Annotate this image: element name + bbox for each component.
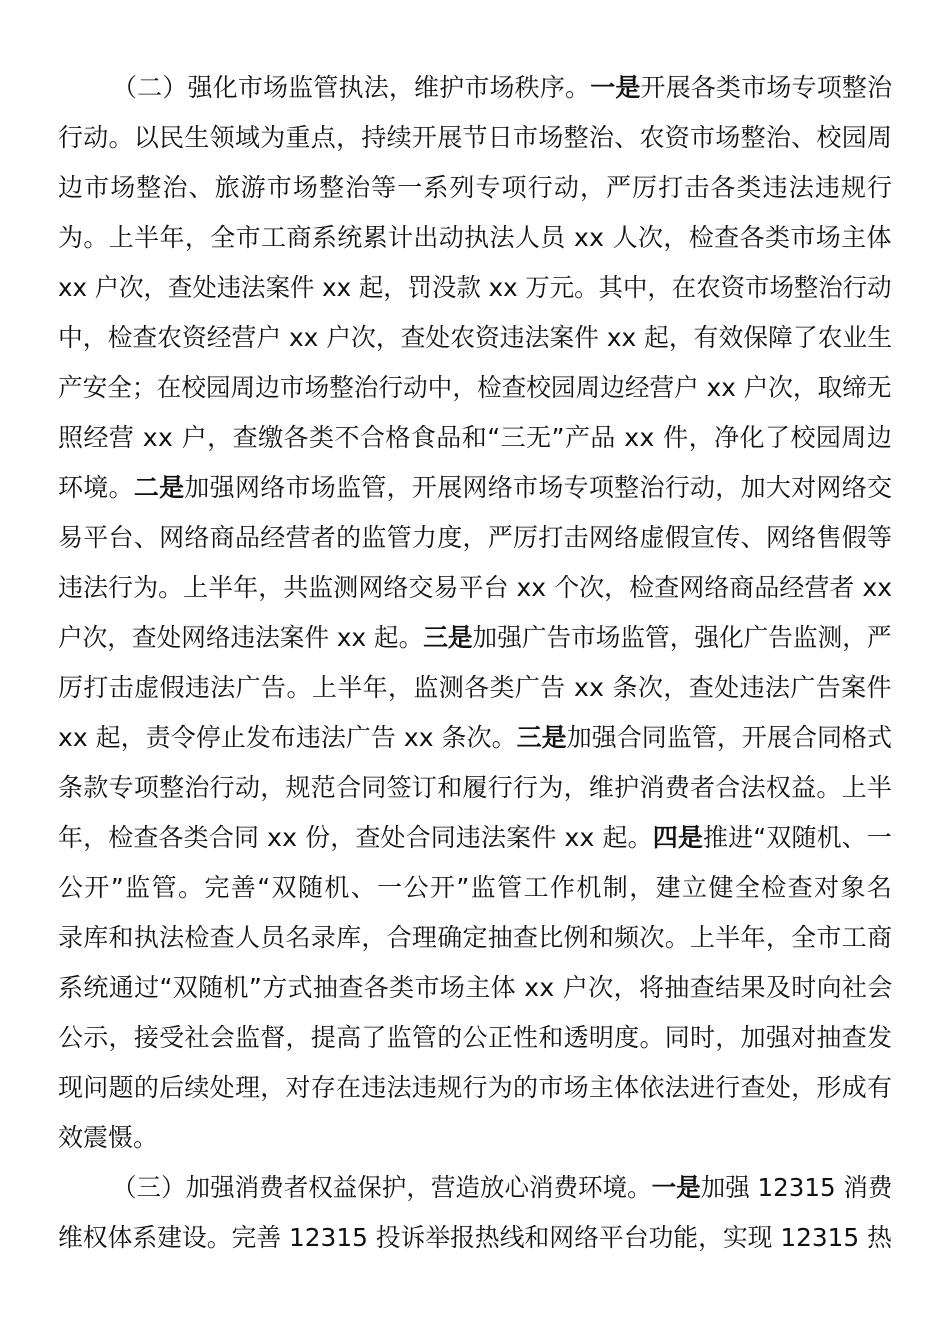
bold-lead: 四是 [652, 823, 704, 852]
text-line [58, 913, 892, 963]
text-span: 录库和执法检查人员名录库，合理确定抽查比例和频次。上半年，全市工商 [58, 923, 893, 952]
text-line [58, 1213, 892, 1263]
text-line [58, 1013, 892, 1063]
text-line [58, 513, 892, 563]
text-span: 边市场整治、旅游市场整治等一系列专项行动，严厉打击各类违法违规行 [58, 173, 894, 202]
text-line [58, 763, 892, 813]
text-line [58, 463, 892, 513]
text-line [58, 213, 892, 263]
text-span: 加强网络市场监管，开展网络市场专项整治行动，加大对网络交 [184, 473, 893, 502]
text-line [58, 813, 892, 863]
bold-lead: 三是 [516, 723, 567, 752]
text-span: xx 起，责令停止发布违法广告 xx 条次。 [58, 723, 517, 752]
bold-lead: 一是 [590, 73, 641, 102]
paragraph-3-line-1 [112, 1163, 892, 1213]
text-line [58, 1113, 158, 1163]
text-span: 违法行为。上半年，共监测网络交易平台 xx 个次，检查网络商品经营者 xx [58, 573, 893, 602]
text-span: 加强合同监管，开展合同格式 [566, 723, 893, 752]
text-span: （二）强化市场监管执法，维护市场秩序。 [112, 73, 591, 102]
bold-lead: 二是 [133, 473, 185, 502]
text-span: 产安全；在校园周边市场整治行动中，检查校园周边经营户 xx 户次，取缔无 [58, 373, 892, 402]
text-span: 行动。以民生领域为重点，持续开展节日市场整治、农资市场整治、校园周 [58, 123, 893, 152]
text-line [58, 413, 892, 463]
text-line [58, 963, 893, 1013]
text-span: 公示，接受社会监督，提高了监管的公正性和透明度。同时，加强对抽查发 [58, 1023, 893, 1052]
text-span: 易平台、网络商品经营者的监管力度，严厉打击网络虚假宣传、网络售假等 [58, 523, 893, 552]
text-span: 环境。 [58, 473, 134, 502]
text-span: 条款专项整治行动，规范合同签订和履行行为，维护消费者合法权益。上半 [58, 773, 893, 802]
text-line [58, 1063, 892, 1113]
text-span: 户次，查处网络违法案件 xx 起。 [58, 623, 424, 652]
text-line [58, 613, 892, 663]
text-line [58, 313, 892, 363]
text-line [58, 863, 893, 913]
bold-lead: 一是 [651, 1173, 701, 1202]
text-line [58, 113, 892, 163]
text-span: 现问题的后续处理，对存在违法违规行为的市场主体依法进行查处，形成有 [58, 1073, 893, 1102]
text-line [58, 263, 892, 313]
bold-lead: 三是 [423, 623, 473, 652]
text-span: 效震慑。 [58, 1123, 159, 1152]
text-line [58, 713, 892, 763]
text-span: 照经营 xx 户，查缴各类不合格食品和“三无”产品 xx 件，净化了校园周边 [58, 423, 893, 452]
text-span: 维权体系建设。完善 12315 投诉举报热线和网络平台功能，实现 12315 热 [58, 1223, 892, 1252]
text-span: 为。上半年，全市工商系统累计出动执法人员 xx 人次，检查各类市场主体 [58, 223, 892, 252]
text-line [58, 563, 892, 613]
text-span: 厉打击虚假违法广告。上半年，监测各类广告 xx 条次，查处违法广告案件 [58, 673, 892, 702]
text-span: 中，检查农资经营户 xx 户次，查处农资违法案件 xx 起，有效保障了农业生 [58, 323, 893, 352]
text-span: （三）加强消费者权益保护，营造放心消费环境。 [112, 1173, 652, 1202]
text-span: 开展各类市场专项整治 [640, 73, 893, 102]
paragraph-2-line-1 [112, 63, 892, 113]
text-span: 加强广告市场监管，强化广告监测，严 [472, 623, 892, 652]
text-line [58, 163, 893, 213]
text-span: 加强 12315 消费 [700, 1173, 893, 1202]
text-line [58, 363, 891, 413]
text-span: 年，检查各类合同 xx 份，查处合同违法案件 xx 起。 [58, 823, 653, 852]
text-span: 公开”监管。完善“双随机、一公开”监管工作机制，建立健全检查对象名 [58, 873, 894, 902]
text-span: 系统通过“双随机”方式抽查各类市场主体 xx 户次，将抽查结果及时向社会 [58, 973, 893, 1002]
text-span: xx 户次，查处违法案件 xx 起，罚没款 xx 万元。其中，在农资市场整治行动 [58, 273, 892, 302]
text-line [58, 663, 892, 713]
text-span: 推进“双随机、一 [703, 823, 893, 852]
